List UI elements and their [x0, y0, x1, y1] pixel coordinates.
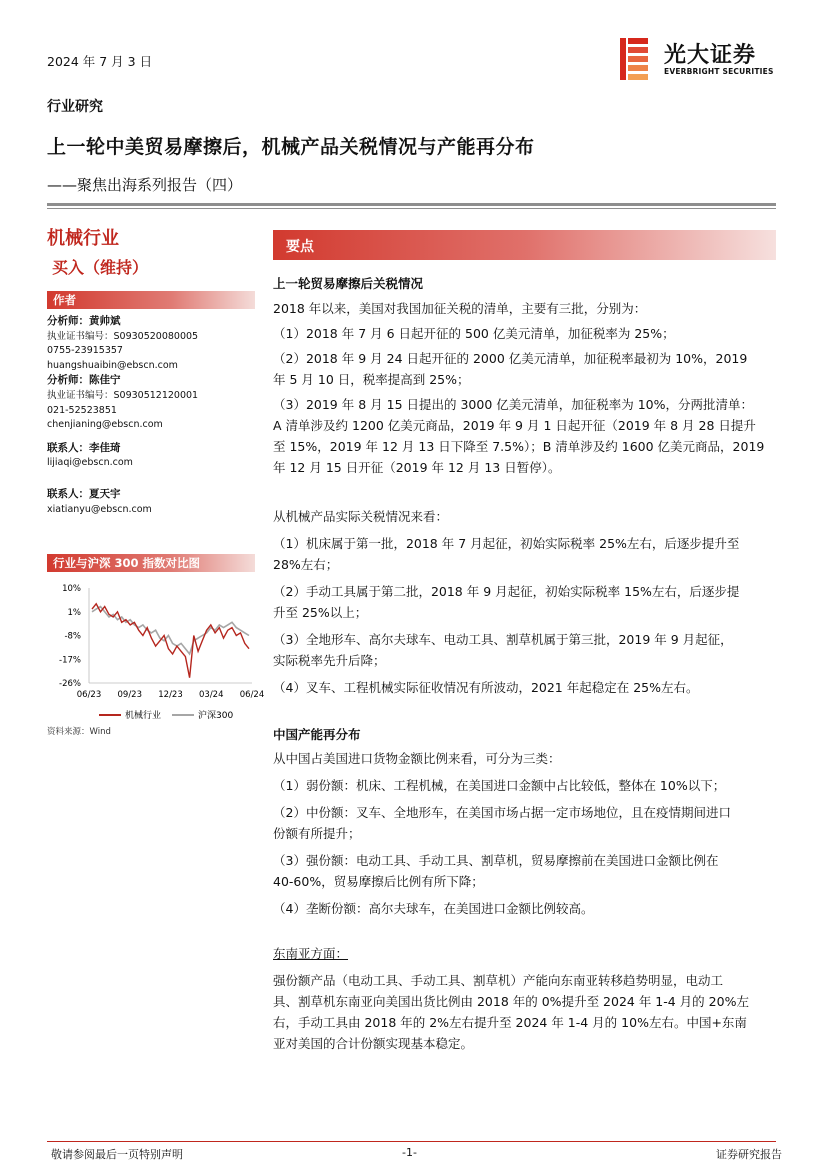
subheading-southeast-asia: 东南亚方面： — [273, 946, 349, 961]
paragraph: 2018 年以来，美国对我国加征关税的清单，主要有三批，分别为： — [273, 301, 647, 316]
paragraph: 40-60%，贸易摩擦后比例有所下降； — [273, 874, 484, 889]
paragraph: （3）2019 年 8 月 15 日提出的 3000 亿美元清单，加征税率为 10%，分两批清单： — [273, 397, 754, 412]
report-date: 2024 年 7 月 3 日 — [47, 54, 153, 69]
paragraph: 右，手动工具由 2018 年的 2%左右提升至 2024 年 1-4 月的 10%左右。中国+东南 — [273, 1015, 747, 1030]
x-tick-label: 06/24 — [239, 690, 265, 700]
paragraph: 强份额产品（电动工具、手动工具、割草机）产能向东南亚转移趋势明显，电动工 — [273, 973, 724, 988]
x-tick-label: 06/23 — [76, 690, 102, 700]
section-heading-capacity: 中国产能再分布 — [273, 727, 361, 742]
key-points-header — [273, 230, 776, 260]
author-phone: 021-52523851 — [47, 404, 117, 416]
logo-english-text: EVERBRIGHT SECURITIES — [664, 67, 774, 76]
paragraph: （4）叉车、工程机械实际征收情况有所波动，2021 年起稳定在 25%左右。 — [273, 680, 699, 695]
author-name: 陈佳宁 — [89, 374, 121, 387]
author-phone: 0755-23915357 — [47, 345, 123, 357]
paragraph: （2）中份额：叉车、全地形车，在美国市场占据一定市场地位，且在疫情期间进口 — [273, 805, 731, 820]
paragraph: 具、割草机东南亚向美国出货比例由 2018 年的 0%提升至 2024 年 1-4 月的 20%左 — [273, 994, 749, 1009]
footer-divider — [47, 1141, 776, 1142]
paragraph: （4）垄断份额：高尔夫球车，在美国进口金额比例较高。 — [273, 901, 594, 916]
contact-role: 联系人： — [47, 487, 89, 500]
paragraph: 从机械产品实际关税情况来看： — [273, 509, 449, 524]
x-tick-label: 12/23 — [158, 690, 183, 700]
author-list — [47, 314, 257, 517]
author-role: 分析师： — [47, 374, 89, 387]
author-license: 执业证书编号：S0930520080005 — [47, 330, 199, 342]
y-tick-label: -8% — [64, 631, 81, 642]
paragraph: （3）全地形车、高尔夫球车、电动工具、割草机属于第三批，2019 年 9 月起征， — [273, 632, 733, 647]
author-name: 黄帅斌 — [89, 315, 121, 327]
paragraph: 至 15%，2019 年 12 月 13 日下降至 7.5%）；B 清单涉及约 1600 亿美元商品，2019 — [273, 439, 765, 454]
paragraph: 亚对美国的合计份额实现基本稳定。 — [273, 1036, 474, 1051]
author-email: huangshuaibin@ebscn.com — [47, 359, 178, 371]
contact-role: 联系人： — [47, 441, 89, 454]
investment-rating: 买入（维持） — [52, 258, 149, 277]
y-tick-label: 10% — [62, 584, 81, 594]
paragraph: 年 12 月 15 日开征（2019 年 12 月 13 日暂停）。 — [273, 460, 561, 475]
page-number: -1- — [402, 1146, 417, 1159]
logo-chinese-text: 光大证券 — [664, 43, 757, 68]
paragraph: 实际税率先升后降； — [273, 653, 386, 668]
paragraph: 从中国占美国进口货物金额比例来看，可分为三类： — [273, 751, 561, 766]
contact-entry — [47, 441, 257, 471]
footer-disclaimer: 敬请参阅最后一页特别声明 — [51, 1148, 183, 1161]
author-role: 分析师： — [47, 315, 89, 327]
paragraph: （1）机床属于第一批，2018 年 7 月起征，初始实际税率 25%左右，后逐步提升至 — [273, 536, 740, 551]
author-entry — [47, 373, 257, 432]
paragraph: 28%左右； — [273, 557, 339, 572]
contact-name: 夏天宇 — [89, 487, 121, 500]
key-points-title: 要点 — [286, 239, 314, 255]
paragraph: （1）弱份额：机床、工程机械，在美国进口金额中占比较低，整体在 10%以下； — [273, 778, 726, 793]
report-category: 行业研究 — [47, 99, 103, 115]
author-email: chenjianing@ebscn.com — [47, 419, 163, 431]
everbright-logo-icon — [620, 38, 648, 80]
x-tick-label: 09/23 — [117, 690, 142, 700]
y-tick-label: -26% — [59, 679, 81, 689]
legend-label: 沪深300 — [198, 711, 234, 721]
header-divider-thick — [47, 203, 776, 206]
paragraph: 年 5 月 10 日，税率提高到 25%； — [273, 372, 470, 387]
paragraph: 升至 25%以上； — [273, 605, 368, 620]
contact-name: 李佳琦 — [89, 441, 121, 454]
chart-section-header: 行业与沪深 300 指数对比图 — [47, 554, 255, 572]
footer-report-type: 证券研究报告 — [716, 1148, 782, 1161]
report-subtitle: ——聚焦出海系列报告（四） — [47, 176, 243, 194]
chart-source: 资料来源：Wind — [47, 727, 111, 737]
author-entry — [47, 314, 257, 373]
paragraph: （3）强份额：电动工具、手动工具、割草机，贸易摩擦前在美国进口金额比例在 — [273, 853, 719, 868]
paragraph: 份额有所提升； — [273, 826, 361, 841]
author-section-header: 作者 — [47, 291, 255, 309]
legend-label: 机械行业 — [125, 711, 162, 721]
paragraph: （1）2018 年 7 月 6 日起开征的 500 亿美元清单，加征税率为 25%； — [273, 326, 675, 341]
contact-email: lijiaqi@ebscn.com — [47, 457, 133, 469]
chart-svg — [47, 578, 265, 728]
paragraph: （2）手动工具属于第二批，2018 年 9 月起征，初始实际税率 15%左右，后逐步提 — [273, 584, 740, 599]
paragraph: （2）2018 年 9 月 24 日起开征的 2000 亿美元清单，加征税率最初为 10%，2019 — [273, 351, 748, 366]
section-heading-tariff: 上一轮贸易摩擦后关税情况 — [273, 276, 424, 291]
index-comparison-chart — [47, 578, 265, 728]
report-body — [273, 273, 778, 1054]
report-title: 上一轮中美贸易摩擦后，机械产品关税情况与产能再分布 — [47, 136, 535, 158]
contact-email: xiatianyu@ebscn.com — [47, 503, 152, 515]
paragraph: A 清单涉及约 1200 亿美元商品，2019 年 9 月 1 日起开征（2019 年 8 月 28 日提升 — [273, 418, 756, 433]
author-license: 执业证书编号：S0930512120001 — [47, 389, 199, 401]
contact-entry — [47, 487, 257, 517]
x-tick-label: 03/24 — [199, 690, 224, 700]
industry-name: 机械行业 — [47, 228, 119, 249]
header-divider-thin — [47, 208, 776, 209]
y-tick-label: -17% — [59, 655, 81, 666]
y-tick-label: 1% — [67, 607, 81, 618]
brand-logo — [620, 38, 780, 82]
